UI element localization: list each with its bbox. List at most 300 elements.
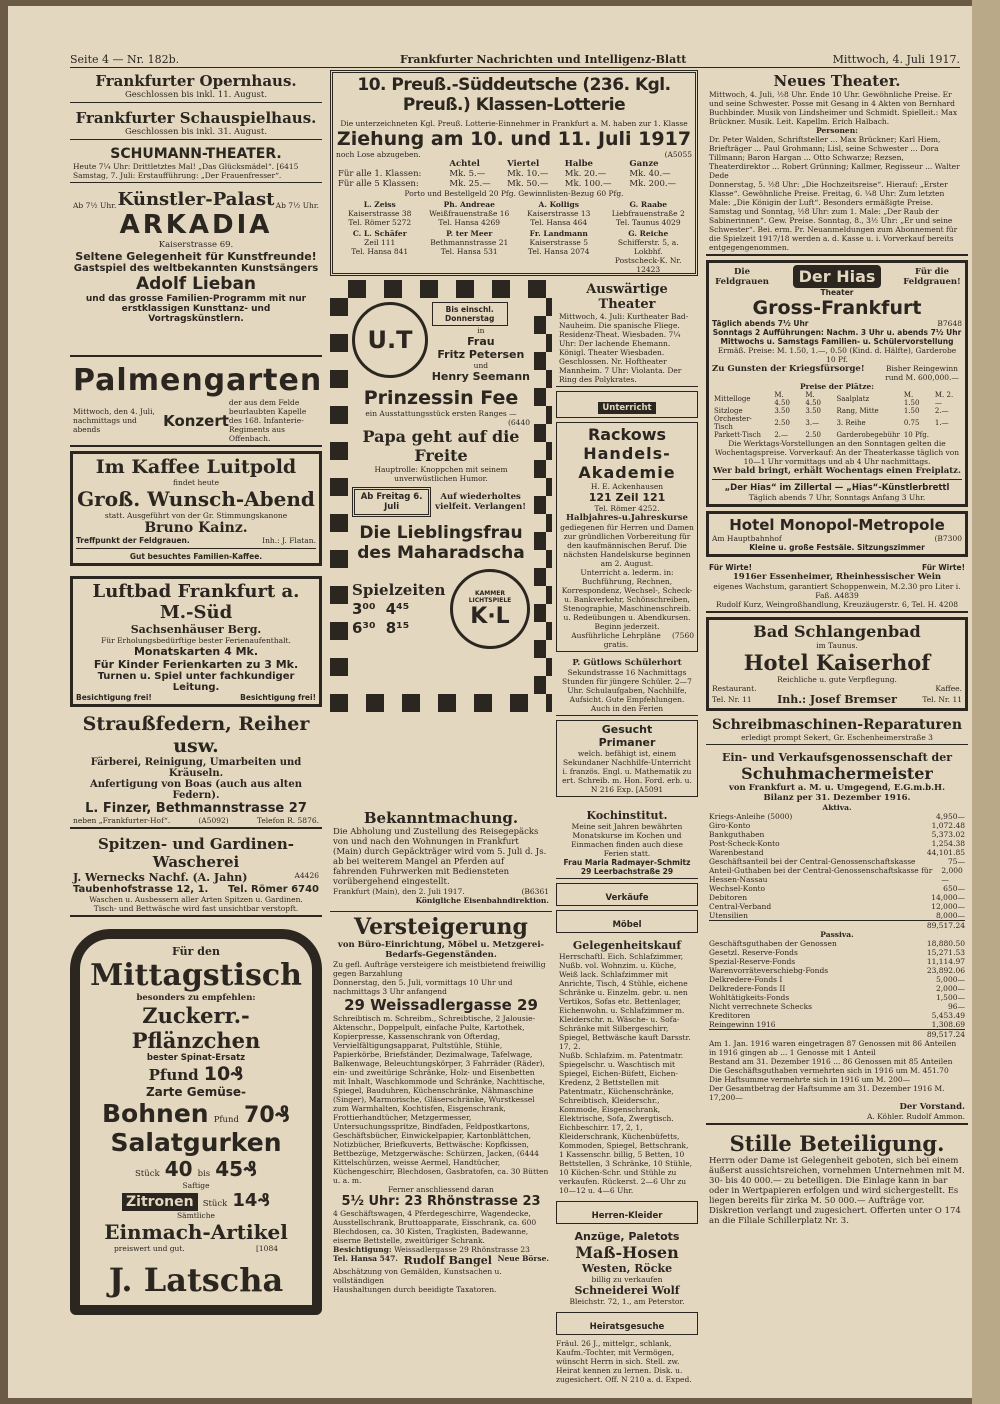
page-edge [972,0,1000,1404]
ad-title: Palmengarten [73,363,322,398]
ad-lotterie [330,70,698,276]
ad-line: Haushaltungen durch beeidigte Taxatoren. [333,1285,497,1294]
member-stat: Am 1. Jan. 1916 waren eingetragen 87 Genossen mit 86 Anteilen [709,1039,957,1048]
ad-owner: Inh.: Josef Bremser [777,693,897,706]
table-row: Warenvorräteverschiebg-Fonds 23,892.06 [709,966,965,975]
ad-line: Abschätzung von Gemälden, Kunstsachen u. vollständigen [333,1267,502,1285]
ad-line: Besichtigung: [333,1245,392,1254]
ad-line: Ausführliche Lehrpläne gratis. [571,631,661,649]
ad-line: und das grosse Familien-Programm mit nur erstklassigen Kunsttanz- und Vortragskünstlern. [85,294,307,324]
ad-line: bis [197,1169,211,1179]
ad-kochinstitut [556,807,698,879]
ad-line: Preise der Plätze: [799,382,874,391]
ad-badge: Ab Freitag 6. Juli [352,487,431,517]
ad-line: Reichliche u. gute Verpflegung. [777,675,897,684]
notice-signature: Königliche Eisenbahndirektion. [415,896,549,905]
table-row: Spezial-Reserve-Fonds 11,114.97 [709,957,965,966]
price: 14₰ [232,1190,270,1211]
ad-line: Restaurant. [712,684,757,693]
table-cell: Mk. 20.— [564,169,607,179]
ad-firm: Schneiderei Wolf [574,1284,680,1297]
ad-line: Tisch- und Bettwäsche wird fast unsichtbar verstopft. [93,904,299,913]
price-table-header: Viertel [507,159,540,169]
price-table-header: Halbe [564,159,593,169]
seller-grid [336,200,692,274]
liabilities-list [709,939,965,1039]
ad-line: Zu Gunsten der Kriegsfürsorge! [712,364,865,374]
ad-title: Straußfedern, Reiher usw. [82,713,310,757]
ad-line: Saftige [182,1181,210,1190]
ad-guetlow [556,656,698,716]
ad-hotel-kaiserhof [706,617,968,711]
hias-logo: Der Hias [793,265,882,288]
ad-body: Donnerstag, 5. ½8 Uhr: „Die Hochzeitsreise“. Hierauf: „Erster Klasse“. Gewöhnliche Preise. Freitag, 6. ¼8 Uhr: Zum letzten Male: „Die Königin der Luft“. Besonders ermäßigte Preise. Samstag und Sonntag, ½8 Uhr: zum 1. Male: „Der Raub der Sabinerinnen“. Gew. Preise. Sonntag, 8., 3½ Uhr: „Er und seine Schwester“. Bei. erm. Pr. Neuanmeldungen zum Abonnement für die Spielzeit 1917/18 werden a. d. Kasse u. i. Vorverkauf bereits entgegengenommen. [709,180,958,252]
ad-title: Spitzen- und Gardinen-Wascherei [97,835,295,871]
showtime: 6³⁰ [352,619,376,637]
table-row: Geschäftsguthaben der Genossen 18,880.50 [709,939,965,948]
ad-line: Für Kinder Ferienkarten zu 3 Mk. [93,658,299,671]
draw-date: Ziehung am 10. und 11. Juli 1917 [336,128,692,150]
ad-title: SCHUMANN-THEATER. [110,146,282,162]
ad-line: Ferner anschliessend daran [388,1185,494,1194]
ad-title: Versteigerung [354,914,528,940]
ad-line: Waschen u. Ausbessern aller Arten Spitzen u. Gardinen. [89,895,303,904]
ad-line: Mittwoch, den 4. Juli, nachmittags und abends [73,407,155,434]
notice-bilanz-genossenschaft [706,749,968,1125]
ad-body: Mittwoch, 4. Juli, ½8 Uhr. Ende 10 Uhr. Gewöhnliche Preise. Er und seine Schwester. Posse mit Gesang in 4 Akten von Bernhard Buchbinder. Musik von Lindsheimer und Schmidt. Spielleit.: Max Brückner. Musik. Leit. Kapellm. Erich Halbach. [709,90,958,126]
table-row: Sitzloge 3.50 3.50 Rang, Mitte 1.50 2.— [714,407,949,415]
cast-list: Dr. Peter Walden, Schriftsteller ... Max Brückner; Karl Hiem, Briefträger ... Paul Grohmann; Lisl, seine Schwester ... Dora Tillmann; Baron Hargan ... Otto Schwarze; Rezsen, Theaterdirektor ... Robert Grünning; Kallmer, Regisseur ... Walter Dede [709,135,960,180]
ad-line: besonders zu empfehlen: [136,993,256,1003]
product-name: Zitronen [122,1193,198,1211]
ad-title: 1916er Essenheimer, Rheinhessischer Wein [732,572,942,582]
seller-block: L. Zeiss Kaiserstrasse 38 Tel. Römer 5272 [348,200,412,227]
ad-code: (A5055 [664,150,692,159]
ad-line: Für den [172,945,220,958]
ad-code: (A5092) [198,816,229,825]
ad-line: H. E. Ackenhausen [590,482,664,491]
ad-title: Stille Beteiligung. [729,1131,945,1156]
ad-title: 10. Preuß.-Süddeutsche (236. Kgl. Preuß.) Klassen-Lotterie [357,75,671,115]
section-heading: Heiratsgesuche [589,1322,665,1332]
ad-body: gediegenen für Herren und Damen zur gründlichen Vorbereitung für den kaufmännischen Beruf. Die nächsten Handelskurse beginnen am 2. August. [560,523,694,568]
ad-line: Mittwochs u. Samstags Familien- u. Schülervorstellung [720,337,954,346]
page-number: Seite 4 — Nr. 182b. [70,53,180,66]
notice-signature: A. Köhler. Rudolf Ammon. [866,1112,965,1121]
product-name: Salatgurken [110,1128,282,1157]
ad-line: Theater [820,288,854,297]
ad-line: Anfertigung von Boas (auch aus alten Federn). [89,779,303,801]
ad-line: Spielzeiten [352,581,446,599]
table-row: Anteil-Guthaben bei der Central-Genossenschaftskasse für Hessen-Nassau 2,000— [709,866,963,884]
table-row: Debitoren 14,000— [709,893,965,902]
unit-label: Pfund [148,1066,199,1084]
ad-line: neben „Frankfurter-Hof“. [73,816,171,825]
ad-line: ein Ausstattungsstück ersten Ranges — [365,409,517,418]
ad-code: A4426 [294,871,319,880]
table-row: Wechsel-Konto 650— [709,884,965,893]
table-cell: Für alle 5 Klassen: [338,179,419,189]
column-2-right-lower [556,807,698,1384]
ad-address: 29 Leerbachstraße 29 [580,867,674,876]
ad-phone: Tel. Römer 6740 [227,884,319,895]
unit-label: Pfund [213,1115,239,1125]
ad-footer: Gut besuchtes Familien-Kaffee. [129,552,263,561]
ad-body: Herrschaftl. Eich. Schlafzimmer, Nußb. vol. Wohnzim. u. Küche, Weiß lack. Schlafzimmer mit Anrichte, Tisch, 4 Stühle, eichene Schränke u. Einzelm. gebr. u. nen Vertikos, Sofas etc. Bettenlager, Eichenwohn. u. Schlafzimmer m. Kleiderschr. n. Wäsche- u. Sofa-Schränke mit Silbergeschirr, Spiegel, Bettwäsche kauft Darsstr. 17, 2. [559,952,691,1051]
actor-name: Henry Seemann [431,370,530,383]
konzert-label: Konzert [163,411,229,430]
ad-title: Im Kaffee Luitpold [95,456,297,478]
ad-line: Neue Börse. [497,1254,549,1263]
ad-line: Die Feldgrauen [715,266,769,287]
ad-line: Bisher Reingewinn rund M. 600,000.— [885,364,959,382]
ad-line: Zu gefl. Aufträge versteigere ich meistbietend freiwillig gegen Barzahlung [333,960,546,978]
ad-line: „Der Hias“ im Zillertal — „Hias“-Künstlerbrettl [724,483,950,493]
seller-block: C. L. Schäfer Zeil 111 Tel. Hansa 841 [351,229,409,256]
ad-line: Sonntags 2 Aufführungen: Nachm. 3 Uhr u. abends 7½ Uhr [712,328,962,337]
ut-logo: U.T [352,302,428,378]
ad-line: Für die Feldgrauen! [903,266,961,287]
notice-body: Die Abholung und Zustellung des Reisegepäcks von und nach den Wohnungen in Frankfurt (Main) durch Gepäckträger wird vom 5. Juli d. Js. ab bei weiterem Mangel an Pferden auf fahrenden Fuhrwerken mit Bediensteten vorübergehend eingestellt. [333,827,547,887]
ad-line: eigenes Wachstum, garantiert Schoppenwein, M.2.30 pro Liter i. Faß. A4839 [713,582,961,600]
price: 70₰ [244,1103,290,1128]
member-stat: Bestand am 31. Dezember 1916 ... 86 Genossen mit 85 Anteilen [709,1057,953,1066]
notice-title: Bekanntmachung. [363,809,519,827]
page-date: Mittwoch, 4. Juli 1917. [832,53,960,66]
table-cell: Für alle 1. Klassen: [338,169,422,179]
ad-line: Am Hauptbahnhof [712,534,782,543]
ad-subtitle: von Büro-Einrichtung, Möbel u. Metzgerei-Bedarfs-Gegenständen. [337,940,545,960]
table-row [336,169,692,179]
film-title: Prinzessin Fee [363,387,519,409]
ad-line: Für Erholungsbedürftige bester Ferienaufenthalt. [101,636,291,645]
table-cell: Mk. 40.— [629,169,671,179]
price: 40 [164,1157,193,1181]
ad-gelegenheitskauf [556,937,698,1197]
table-cell: Mk. 100.— [564,179,612,189]
member-stat: Die Haftsumme vermehrte sich in 1916 um M. 200— [709,1075,911,1084]
balance-section: Aktiva. [822,803,852,812]
ad-line: Ermäß. Preise: M. 1.50, 1.—, 0.50 (Kind. d. Hälfte), Garderobe 10 Pf. [717,346,957,364]
section-heading: Verkäufe [605,893,649,903]
ad-address: 29 Weissadlergasse 29 [344,996,538,1014]
liabilities-total: 89,517.24 [709,1029,965,1039]
column-3 [706,70,968,1232]
notice-signature: Der Vorstand. [899,1102,965,1112]
showtime: 4⁴⁵ [385,600,410,618]
ad-opernhaus [70,70,322,103]
ad-phone: Tel. Hansa 547. [333,1254,398,1263]
ad-title: Auswärtige Theater [586,282,668,312]
ad-line: Zarte Gemüse- [145,1085,247,1099]
ad-title: Akademie [578,463,676,482]
section-heading: Herren-Kleider [591,1211,663,1221]
seller-block: P. ter Meer Bethmannstrasse 21 Tel. Hansa 531 [430,229,509,256]
ad-title: Frankfurter Opernhaus. [95,72,297,90]
kl-monogram: K·L [470,603,510,629]
ad-line: Westen, Röcke [581,1262,673,1275]
ad-title: Gesucht [601,723,653,736]
ad-line: Die unterzeichneten Kgl. Preuß. Lotterie-Einnehmer in Frankfurt a. M. haben zur 1. Klasse [340,119,688,128]
product-name: Einmach-Artikel [104,1220,288,1244]
ad-latscha [70,929,322,1315]
ad-line: Besichtigung frei! [76,693,152,702]
ad-address: 5½ Uhr: 23 Rhönstrasse 23 [341,1194,541,1209]
performer-name: Adolf Lieban [135,274,257,294]
ad-line: Samstag, 7. Juli: Erstaufführung: „Der Frauenfresser“. [73,171,282,180]
table-row: Wohltätigkeits-Fonds 1,500— [709,993,965,1002]
ad-firm: J. Latscha [108,1261,284,1299]
product-name: Bohnen [102,1099,209,1128]
ad-line: Sämtliche [176,1211,215,1220]
ad-hotel-monopol [706,511,968,557]
film-title: Die Lieblingsfrau [359,523,523,543]
ad-address: Taubenhofstrasse 12, 1. [73,884,209,895]
ad-line: Turnen u. Spiel unter fachkundiger Leitung. [97,671,295,693]
ad-title: Frankfurter Schauspielhaus. [75,109,317,127]
ad-palmengarten [70,361,322,447]
ad-name: Frau Maria Radmayer-Schmitz [563,858,691,867]
ad-address: Bleichstr. 72, 1., am Peterstor. [569,1297,685,1306]
table-row: Kriegs-Anleihe (5000) 4,950— [709,812,965,821]
table-row: Kreditoren 5,453.49 [709,1011,965,1020]
ad-line: Rudolf Kurz, Weingroßhandlung, Kreuzäugerstr. 6, Tel. H. 4208 [715,600,959,609]
table-row: Utensilien 8,000— [709,911,965,920]
ad-body: Fräul. 26 J., mittelgr., schlank, Kaufm.-Tochter, mit Vermögen, wünscht Herrn in sich. Stell. zw. Heirat kennen zu lernen. Disk. u. zugesichert. Off. N 210 a. d. Exped. [556,1339,692,1384]
ad-line: Besichtigung frei! [240,693,316,702]
table-row: Delkredere-Fonds II 2,000— [709,984,965,993]
product-name: Zuckerr.-Pflänzchen [131,1003,261,1053]
ad-body: 4 Geschäftswagen, 4 Pferdegeschirre, Wagendecke, Ausstellschrank, Bruttoapparate, Eisschrank, ca. 600 Blechdosen, ca. 30 Kisten, Tragkisten, Badewanne, eiserne Bettstelle, zweitüriger Schrank. [333,1209,537,1245]
ad-line: findet heute [172,478,220,487]
ad-line: Hauptrolle: Knoppchen mit seinem unverwüstlichen Humor. [374,465,508,483]
seller-block: G. Reiche Schifferstr. 5, a. Lokbhf. Postscheck-K. Nr. 12423 [614,229,682,274]
table-row: Nicht verrechnete Schecks 96— [709,1002,965,1011]
notice-bekanntmachung [330,807,552,907]
ad-line: und [473,361,489,370]
page-header [70,53,960,68]
ad-line: in [477,326,485,335]
ad-body: Nußb. Schlafzim. m. Patentmatr. Spiegelschr. u. Waschtisch mit Spiegel, Eichen-Büfett, Eichen-Kredenz, 2 Bettstellen mit Patentmatr., Küchenschränke, Schreibtisch, Kleiderschr., Kommode, Eisgenschrank, Elektrische, Sofa, Zwergtisch. Eichbeschirr. 17, 2, 1, Kleiderschrank, Küchenbüfetts, Kommoden, Spiegel, Bettschrank, 1 Kassenschr. billig, 5 Betten, 10 Bettstellen, 3 Schränke, 10 Stühle, 10 Küchen-Schr. und Stühle zu verkaufen. Rückerst. 2—6 Uhr zu 10—12 u. 4—6 Uhr. [559,1051,693,1195]
ad-phone: Tel. Nr. 11 [712,695,752,704]
ad-address: Kaiserstrasse 69. [158,240,234,250]
assets-list [709,812,965,930]
ad-title: Primaner [598,736,656,749]
section-heading: Unterricht [598,402,655,414]
table-row: Orchester-Tisch 2.50 3.— 3. Reihe 0.75 1.— [714,415,949,431]
film-title: des Maharadscha [357,543,525,563]
seller-block: Ph. Andreae Weißfrauenstraße 16 Tel. Hansa 4269 [429,200,510,227]
notice-title: von Frankfurt a. M. u. Umgegend, E.G.m.b.H. [728,783,946,793]
ad-title: Bad Schlangenbad [753,622,921,641]
event-title: Groß. Wunsch-Abend [77,487,315,511]
ad-code: [1084 [255,1244,278,1253]
table-row: Bankguthaben 5,373.02 [709,830,965,839]
price-table-header [336,159,447,169]
table-cell: Mk. 50.— [507,179,549,189]
ad-line: Maß-Hosen [575,1243,679,1262]
ad-line: Täglich abends 7 Uhr, Sonntags Anfang 3 Uhr. [748,493,926,502]
ad-address: Weissadlergasse 29 [394,1245,469,1254]
newspaper-title: Frankfurter Nachrichten und Intelligenz-Blatt [400,53,687,66]
table-row: Central-Verband 12,000— [709,902,965,911]
table-row: Parkett-Tisch 2.— 2.50 Garderobegebühr 10 Pfg. [714,431,929,439]
table-row: Gesetzl. Reserve-Fonds 15,271.53 [709,948,965,957]
ad-line: Halbjahres-u.Jahreskurse [566,513,688,523]
ad-spitzen-wascherei [70,833,322,917]
performer-name: Bruno Kainz. [144,520,248,536]
ad-line: Die Werktags-Vorstellungen an den Sonntagen gelten die Wochentagspreise. Vorverkauf: An der Theaterkasse täglich von 10—1 Uhr vormittags und ab 4 Uhr nachmittags. [714,439,960,466]
ad-essenheimer-wein [706,561,968,613]
ad-firm: J. Wernecks Nachf. (A. Jahn) [73,871,248,884]
ad-code: (B7300 [934,534,962,543]
table-cell: Mk. 25.— [449,179,491,189]
ad-title: P. Gütlows Schülerhort [572,658,682,668]
ad-title: Rackows [587,425,667,444]
ad-name: L. Finzer, Bethmannstrasse 27 [85,801,307,816]
ad-code: B7648 [937,319,962,328]
ad-line: Für Wirte! [709,563,753,572]
ad-schreibmaschinen [706,715,968,745]
ad-phone: Tel. Nr. 11 [922,695,962,704]
newspaper-page [8,6,972,1398]
ad-body: Schreibtisch m. Schreibm., Schreibtische, 2 Jalousie-Aktenschr., Doppelpult, einfache Pulte, Kartothek, Kopierpresse, Kassenschrank von Ofterdag, Vervielfältigungsapparat, Pultstühle, Stühle, Papierkörbe, Briefständer, Dezimalwage, Tafelwage, Balkenwage, Beleuchtungskörper, 3 Fahrräder (Räder), ein- und zweitürige Schränke, Holz- und Eisenbetten mit Inhalt, Waschkommode und Schränke, Nachttische, Spiegel, Bauduhren, Küchenschränke, Nähmaschine (Singer), Marmorische, Gläserschränke, Wurstkessel zum Warmhalten, Kochtisfen, Eisgenschrank, Frottierhandtücher, Metzgermesser, Untersuchungsspritze, Bindfaden, Feldpostkartons, Geschäftsbücher, Einwickelpapier, Kartonblättchen, Notizbücher, Briefkuverts, Bettwäsche: Kopfkissen, Bettbezüge, Metzgerwäsche: Schürzen, Jacken, (6444 Kittelschürzen, weisse Aermel, Handtücher, Küchengeschirr, Blechdosen, Gasbratofen, ca. 30 Bütten u. a. m. [333,1014,549,1185]
film-title: Papa geht auf die Freite [362,427,520,465]
ad-auswaertige-theater [556,280,698,387]
ad-line: Porto und Bestellgeld 20 Pfg. Gewinnlisten-Bezug 60 Pfg. [404,189,624,198]
table-cell: Mk. 200.— [629,179,677,189]
price-table-header: Ganze [629,159,659,169]
ad-body: welch. befähigt ist, einem Sekundaner Nachhilfe-Unterricht i. französ. Engl. u. Mathematik zu ert. Schreib. m. Hon. Ford. erb. u. N 216 Exp. [A5091 [562,749,692,794]
ad-line: Frau [467,335,495,348]
table-row: Post-Scheck-Konto 1,254.38 [709,839,965,848]
ad-time-left: Ab 7½ Uhr. [73,201,117,210]
ad-stille-beteiligung [706,1129,968,1228]
seller-block: G. Raabe Liebfrauenstraße 2 Tel. Taunus 4029 [611,200,685,227]
ad-text: Geschlossen bis inkl. 11. August. [124,90,268,100]
ad-phone: Tel. Römer 4252. [594,504,660,513]
ad-title: Hotel Monopol-Metropole [729,516,945,534]
ad-line: Täglich abends 7½ Uhr [712,319,809,328]
ad-line: Kleine u. große Festsäle. Sitzungszimmer [749,543,925,552]
price: 10₰ [203,1063,244,1085]
assets-total: 89,517.24 [709,920,965,930]
ad-title: Kochinstitut. [586,809,668,822]
ad-line: Auf wiederholtes vielfeit. Verlangen! [435,492,526,512]
ad-body: Herrn oder Dame ist Gelegenheit geboten, sich bei einem äußerst aussichtsreichen, vornehmen Unternehmen mit M. 30- bis 40 000.— zu beteiligen. Die Einlage kann in bar oder in Wertpapieren erfolgen und wird sichergestellt. Es liegen bereits für zirka M. 50 000.— Aufträge vor. Diskretion verlangt und zugesichert. Offerten unter O 174 an die Filiale Schillerplatz Nr. 3. [709,1156,965,1226]
kl-logo [450,569,530,649]
ad-time-right: Ab 7½ Uhr. [275,201,319,210]
ad-line: Färberei, Reinigung, Umarbeiten und Kräuseln. [90,757,302,779]
member-stat: in 1916 gingen ab ... 1 Genosse mit 1 Anteil [709,1048,876,1057]
ad-line: billig zu verkaufen [591,1275,663,1284]
ad-line: Heute 7¼ Uhr: Drittletztes Mal! „Das Glücksmädel“. [6415 [73,162,299,171]
notice-date: Frankfurt (Main), den 2. Juli 1917. [333,887,465,896]
ad-title: Mittagstisch [90,958,302,993]
ad-line: Personen: [816,126,858,135]
price-table-header: Achtel [449,159,480,169]
ad-kaffee-luitpold [70,451,322,566]
column-2 [330,70,698,1384]
ad-line: Wer bald bringt, erhält Wochentags einen Freiplatz. [713,466,961,476]
ad-line: erledigt prompt Sekert, Gr. Eschenheimerstraße 3 [741,733,933,742]
ad-body: Mittwoch, 4. Juli: Kurtheater Bad-Nauheim. Die spanische Fliege. Residenz-Theat. Wiesbaden. 7¼ Uhr: Der lachende Ehemann. Königl. Theater Wiesbaden. Geschlossen. Nr. Hoftheater Mannheim. 7 Uhr: Violanta. Der Ring des Polykrates. [559,312,689,384]
unit-label: Stück [202,1199,228,1209]
table-row: Giro-Konto 1,072.48 [709,821,965,830]
ad-straussfedern [70,711,322,829]
table-row: Warenbestand 44,101.85 [709,848,965,857]
ad-code: (6440 [507,418,530,427]
ad-neues-theater [706,70,968,256]
ad-line: statt. Ausgeführt von der Gr. Stimmungskanone [104,511,288,520]
hotel-name: Hotel Kaiserhof [743,650,931,675]
ad-code: (B6361 [521,887,549,896]
price-table [712,391,962,439]
ad-ut-lichtspiele [330,280,552,712]
table-row: Mittelloge M. 4.50 M. 4.50 Saalplatz M. 1.50 M. 2.— [714,391,954,407]
ad-owner: Inh.: J. Flatan. [262,536,316,545]
notice-title: Schuhmachermeister [741,764,933,783]
ad-versteigerung [330,911,552,1296]
ad-address: Rhönstrasse 23 [471,1245,530,1254]
ad-code: (7560 [671,631,694,640]
actor-name: Fritz Petersen [437,348,525,361]
price: 45₰ [215,1157,258,1181]
ad-schauspielhaus [70,107,322,140]
ad-line: Für Wirte! [921,563,965,572]
ad-line: Gastspiel des weltbekannten Kunstsängers [73,263,319,274]
table-row: Geschäftsanteil bei der Central-Genossenschaftskasse 75— [709,857,965,866]
kl-ring-text: KAMMER LICHTSPIELE [468,589,512,604]
member-stat: Der Gesamtbetrag der Haftsumme am 31. Dezember 1916 M. 17,200— [709,1084,945,1102]
table-cell: Mk. 10.— [507,169,549,179]
column-2-right [556,280,698,801]
ad-text: Geschlossen bis inkl. 31. August. [124,127,268,137]
seller-block: A. Kolligs Kaiserstrasse 13 Tel. Hansa 464 [527,200,591,227]
ad-title: Neues Theater. [773,72,901,90]
showtime: 8¹⁵ [385,619,410,637]
showtime: 3⁰⁰ [352,600,376,618]
seller-block: Fr. Landmann Kaiserstrasse 5 Tel. Hansa 2074 [527,229,590,256]
ad-line: Anzüge, Paletots [574,1230,680,1243]
section-heading: Möbel [612,920,642,930]
ad-schneiderei-wolf [556,1228,698,1308]
ad-title: Luftbad Frankfurt a. M.-Süd [92,581,300,623]
ad-line: Kaffee. [935,684,962,693]
ad-line: Treffpunkt der Feldgrauen. [76,536,190,545]
ad-gesucht-primaner [556,720,698,797]
table-row: Delkredere-Fonds I 5,000— [709,975,965,984]
table-row: Reingewinn 1916 1,308.69 [709,1020,965,1029]
ad-title: Gelegenheitskauf [572,939,682,952]
ad-title: Handels- [583,444,671,463]
ad-rackow [556,422,698,652]
ad-line: bester Spinat-Ersatz [146,1053,246,1063]
ad-hias-theater [706,260,968,507]
ad-subtitle: Sachsenhäuser Berg. [130,623,262,636]
ad-line: preiswert und gut. [114,1244,185,1253]
ad-line: Monatskarten 4 Mk. [133,645,259,658]
ad-line: Seltene Gelegenheit für Kunstfreunde! [75,250,317,263]
ad-kuenstler-palast [70,187,322,357]
ad-title: Schreibmaschinen-Reparaturen [711,717,963,733]
table-row [336,179,692,189]
ad-address: 121 Zeil 121 [588,491,666,504]
price-table [336,159,692,189]
ad-body: Unterricht a. lederm. in: Buchführung, Rechnen, Korrespondenz, Wechsel-, Scheck- u. Bankverkehr, Schönschreiben, Stenographie, Maschinenschreib. u. Redeübungen u. Abendkursen. Beginn jederzeit. [561,568,693,631]
column-1 [70,70,322,1388]
ad-title: Gross-Frankfurt [752,297,922,319]
